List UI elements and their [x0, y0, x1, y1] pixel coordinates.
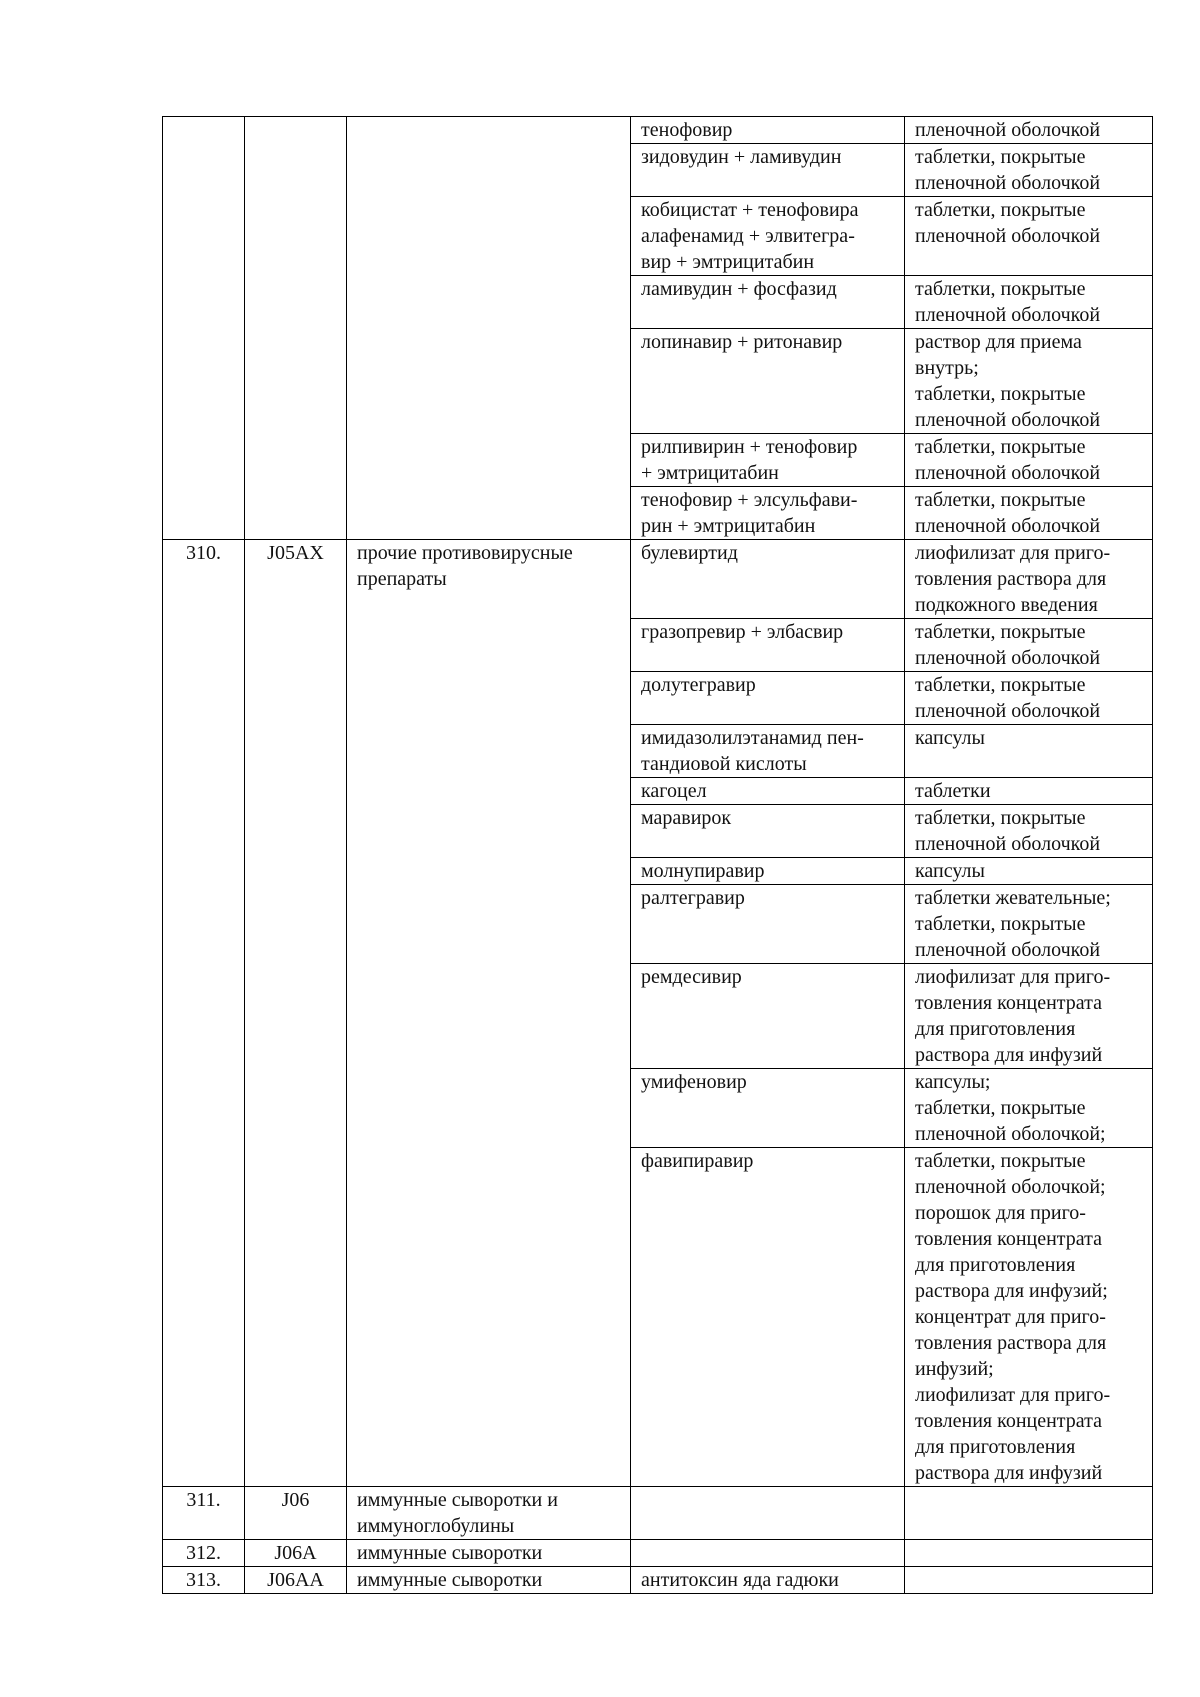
drug-name-cell: гразопревир + элбасвир: [631, 619, 905, 672]
dosage-form-cell: таблетки, покрытые пленочной оболочкой: [905, 276, 1153, 329]
drug-name-cell: умифеновир: [631, 1069, 905, 1148]
drug-name-cell: кобицистат + тенофовира алафенамид + элвитегра- вир + эмтрицитабин: [631, 197, 905, 276]
dosage-form-cell: капсулы: [905, 725, 1153, 778]
group-name-cell: иммунные сыворотки: [347, 1540, 631, 1567]
drug-list-table: [162, 116, 1153, 1594]
drug-name-cell: рилпивирин + тенофовир + эмтрицитабин: [631, 434, 905, 487]
row-number-cell: 312.: [163, 1540, 245, 1567]
dosage-form-cell: таблетки: [905, 778, 1153, 805]
drug-name-cell: молнупиравир: [631, 858, 905, 885]
row-number-cell: [163, 117, 245, 540]
dosage-form-cell: таблетки, покрытые пленочной оболочкой: [905, 434, 1153, 487]
drug-name-cell: тенофовир + элсульфави- рин + эмтрицитабин: [631, 487, 905, 540]
table-row: [163, 540, 1153, 619]
drug-name-cell: [631, 1540, 905, 1567]
atc-code-cell: J05AX: [245, 540, 347, 1487]
dosage-form-cell: лиофилизат для приго- товления концентрата для приготовления раствора для инфузий: [905, 964, 1153, 1069]
drug-name-cell: кагоцел: [631, 778, 905, 805]
dosage-form-cell: раствор для приема внутрь; таблетки, покрытые пленочной оболочкой: [905, 329, 1153, 434]
dosage-form-cell: капсулы; таблетки, покрытые пленочной оболочкой;: [905, 1069, 1153, 1148]
dosage-form-cell: [905, 1540, 1153, 1567]
group-name-cell: [347, 117, 631, 540]
dosage-form-cell: таблетки жевательные; таблетки, покрытые пленочной оболочкой: [905, 885, 1153, 964]
drug-name-cell: лопинавир + ритонавир: [631, 329, 905, 434]
atc-code-cell: J06AA: [245, 1567, 347, 1594]
table-row: [163, 1567, 1153, 1594]
dosage-form-cell: [905, 1567, 1153, 1594]
drug-name-cell: ламивудин + фосфазид: [631, 276, 905, 329]
dosage-form-cell: таблетки, покрытые пленочной оболочкой: [905, 487, 1153, 540]
dosage-form-cell: капсулы: [905, 858, 1153, 885]
atc-code-cell: J06A: [245, 1540, 347, 1567]
table-row: [163, 1487, 1153, 1540]
group-name-cell: иммунные сыворотки и иммуноглобулины: [347, 1487, 631, 1540]
table-row: [163, 1540, 1153, 1567]
dosage-form-cell: лиофилизат для приго- товления раствора для подкожного введения: [905, 540, 1153, 619]
dosage-form-cell: таблетки, покрытые пленочной оболочкой: [905, 197, 1153, 276]
atc-code-cell: J06: [245, 1487, 347, 1540]
dosage-form-cell: [905, 1487, 1153, 1540]
row-number-cell: 310.: [163, 540, 245, 1487]
drug-name-cell: имидазолилэтанамид пен- тандиовой кислоты: [631, 725, 905, 778]
table-row: [163, 117, 1153, 144]
drug-name-cell: антитоксин яда гадюки: [631, 1567, 905, 1594]
drug-name-cell: [631, 1487, 905, 1540]
drug-name-cell: ралтегравир: [631, 885, 905, 964]
dosage-form-cell: таблетки, покрытые пленочной оболочкой: [905, 619, 1153, 672]
drug-name-cell: тенофовир: [631, 117, 905, 144]
row-number-cell: 313.: [163, 1567, 245, 1594]
drug-name-cell: зидовудин + ламивудин: [631, 144, 905, 197]
group-name-cell: иммунные сыворотки: [347, 1567, 631, 1594]
document-page: [162, 116, 1152, 1594]
drug-name-cell: фавипиравир: [631, 1148, 905, 1487]
atc-code-cell: [245, 117, 347, 540]
drug-name-cell: долутегравир: [631, 672, 905, 725]
row-number-cell: 311.: [163, 1487, 245, 1540]
dosage-form-cell: таблетки, покрытые пленочной оболочкой: [905, 144, 1153, 197]
group-name-cell: прочие противовирусные препараты: [347, 540, 631, 1487]
dosage-form-cell: пленочной оболочкой: [905, 117, 1153, 144]
drug-name-cell: ремдесивир: [631, 964, 905, 1069]
dosage-form-cell: таблетки, покрытые пленочной оболочкой: [905, 805, 1153, 858]
drug-name-cell: маравирок: [631, 805, 905, 858]
drug-name-cell: булевиртид: [631, 540, 905, 619]
dosage-form-cell: таблетки, покрытые пленочной оболочкой; порошок для приго- товления концентрата для приготовления раствора для инфузий; концентрат для приго- товления раствора для инфузий; лиофилизат для приго- товления концентрата для приготовления раствора для инфузий: [905, 1148, 1153, 1487]
dosage-form-cell: таблетки, покрытые пленочной оболочкой: [905, 672, 1153, 725]
